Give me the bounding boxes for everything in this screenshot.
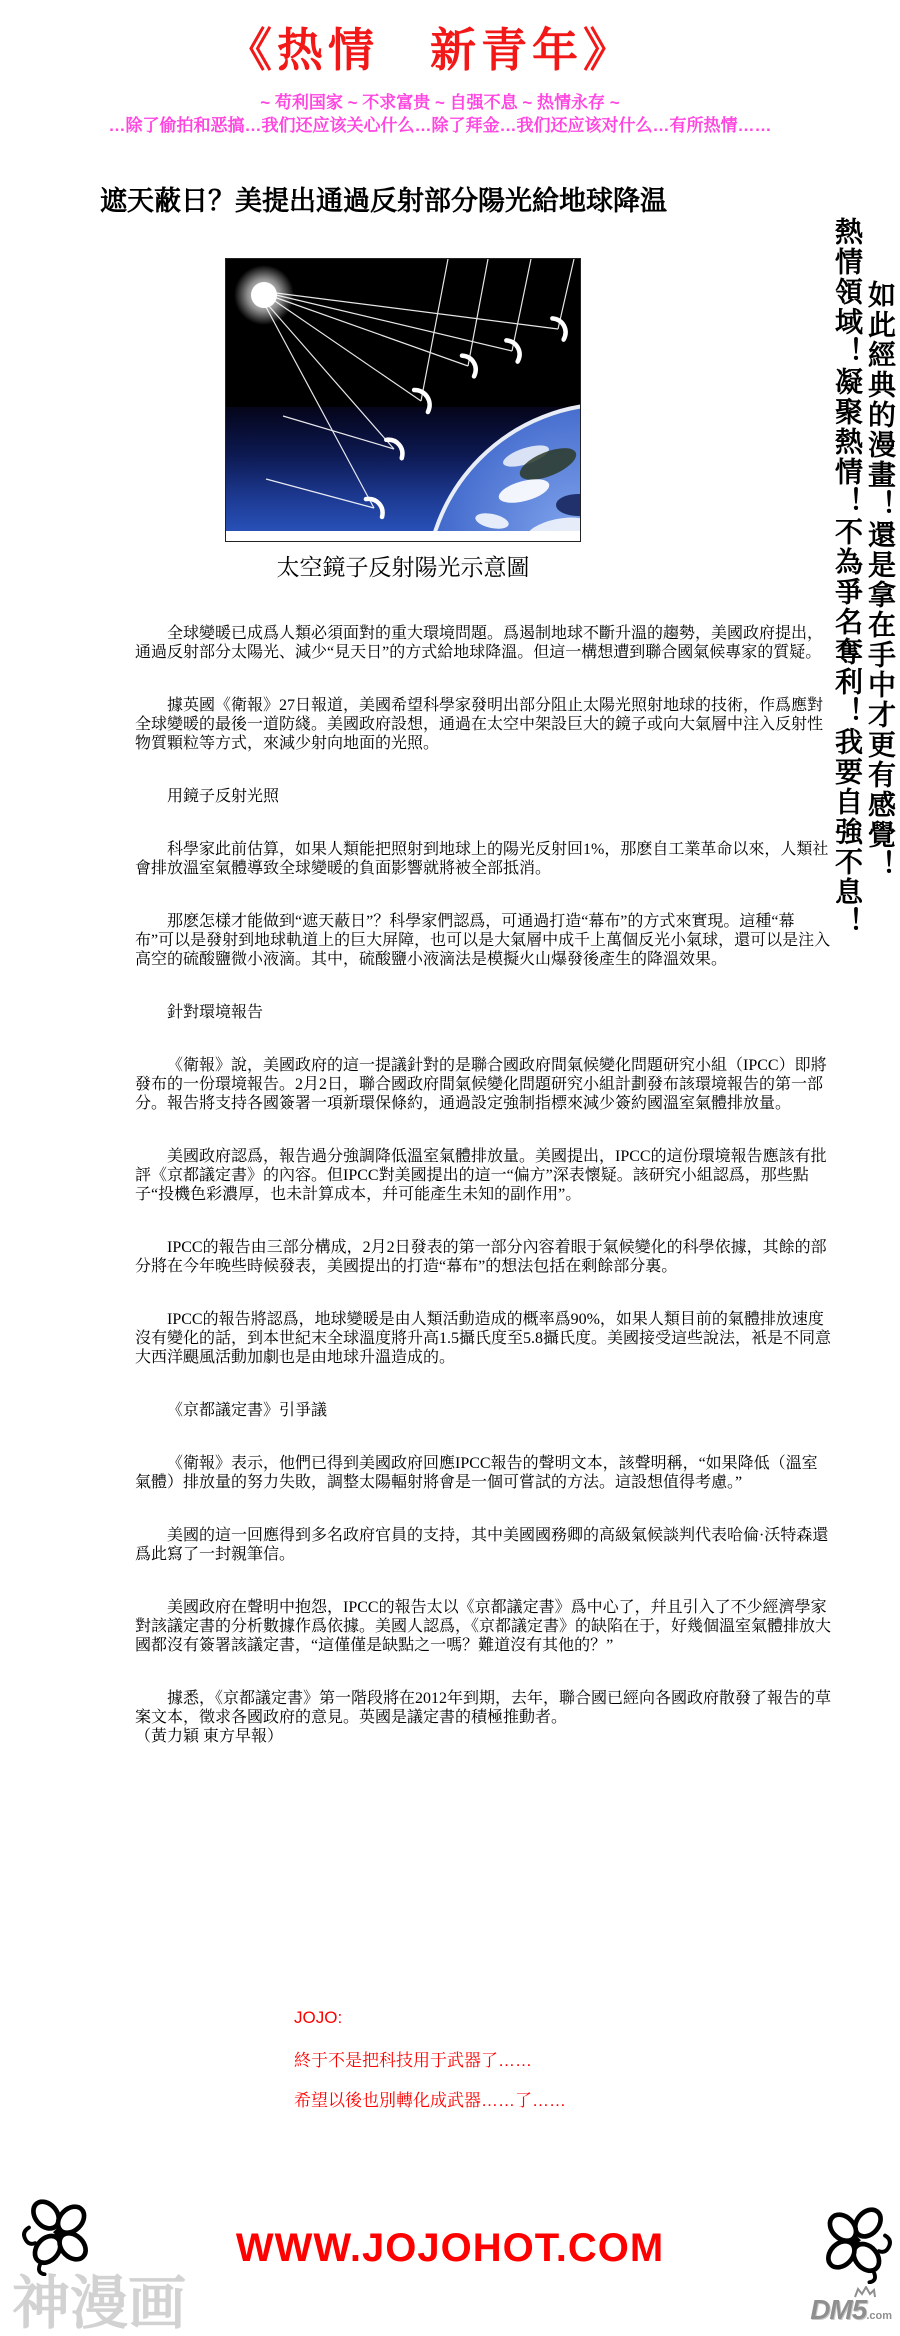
article-paragraph: IPCC的報告由三部分構成，2月2日發表的第一部分內容着眼于氣候變化的科學依據，其餘的部分將在今年晚些時候發表，美國提出的打造“幕布”的想法包括在剩餘部分裏。: [135, 1239, 827, 1275]
article-paragraph: 據悉，《京都議定書》第一階段將在2012年到期，去年，聯合國已經向各國政府散發了報告的草案文本，徵求各國政府的意見。英國是議定書的積極推動者。: [135, 1690, 832, 1726]
article-paragraph: 那麽怎樣才能做到“遮天蔽日”？科學家們認爲，可通過打造“幕布”的方式來實現。這種“幕布”可以是發射到地球軌道上的巨大屏障，也可以是大氣層中成千上萬個反光小氣球，還可以是注入高空的硫酸鹽微小液滴。其中，硫酸鹽小液滴法是模擬火山爆發後產生的降溫效果。: [135, 913, 831, 968]
article-attribution: （黃力穎 東方早報）: [135, 1728, 284, 1745]
vertical-slogan: [831, 217, 897, 957]
comment-line: 終于不是把科技用于武器了……: [294, 2051, 532, 2070]
section-heading: 針對環境報告: [167, 1004, 264, 1021]
masthead-tagline-1: ~ 苟利国家 ~ 不求富贵 ~ 自强不息 ~ 热情永存 ~: [260, 93, 620, 112]
article-paragraph: 美國政府認爲，報告過分強調降低溫室氣體排放量。美國提出，IPCC的這份環境報告應該有批評《京都議定書》的內容。但IPCC對美國提出的這一“偏方”深表懷疑。該研究小組認爲，那些點子“投機色彩濃厚，也未計算成本，幷可能產生未知的副作用”。: [135, 1148, 827, 1203]
site-watermark: 神漫画: [12, 2271, 187, 2336]
masthead-title: 《热情 新青年》: [226, 23, 634, 77]
article-paragraph: 《衛報》說，美國政府的這一提議針對的是聯合國政府間氣候變化問題研究小組（IPCC）即將發布的一份環境報告。2月2日，聯合國政府間氣候變化問題研究小組計劃發布該環境報告的第一部分。報告將支持各國簽署一項新環保條約，通過設定強制指標來減少簽約國溫室氣體排放量。: [135, 1057, 827, 1112]
article-paragraph: 《衛報》表示，他們已得到美國政府回應IPCC報告的聲明文本，該聲明稱，“如果降低（溫室氣體）排放量的努力失敗，調整太陽輻射將會是一個可嘗試的方法。這設想值得考慮。”: [135, 1455, 818, 1491]
dm5-logo-text: DM5: [810, 2294, 867, 2325]
article-paragraph: 科學家此前估算，如果人類能把照射到地球上的陽光反射回1%，那麽自工業革命以來，人類社會排放溫室氣體導致全球變暖的負面影響就將被全部抵消。: [135, 841, 829, 877]
dm5-logo-suffix: .com: [866, 2310, 892, 2322]
site-url-link[interactable]: WWW.JOJOHOT.COM: [235, 2226, 665, 2270]
article-paragraph: IPCC的報告將認爲，地球變暖是由人類活動造成的概率爲90%，如果人類目前的氣體排放速度沒有變化的話，到本世紀末全球溫度將升高1.5攝氏度至5.8攝氏度。美國接受這些說法，衹是不同意大西洋颶風活動加劇也是由地球升溫造成的。: [135, 1311, 832, 1366]
comment-line: 希望以後也別轉化成武器……了……: [294, 2091, 566, 2110]
masthead-tagline-2: …除了偷拍和恶搞…我们还应该关心什么…除了拜金…我们还应该对什么…有所热情……: [108, 116, 772, 135]
dm5-crown-icon: [854, 2286, 876, 2298]
article-paragraph: 據英國《衛報》27日報道，美國希望科學家發明出部分阻止太陽光照射地球的技術，作爲應對全球變暖的最後一道防綫。美國政府設想，通過在太空中架設巨大的鏡子或向大氣層中注入反射性物質顆粒等方式，來減少射向地面的光照。: [135, 697, 824, 752]
vertical-slogan-column-1: 如此經典的漫畫！還是拿在手中才更有感覺！: [865, 280, 896, 880]
figure-caption: 太空鏡子反射陽光示意圖: [276, 555, 530, 580]
space-mirror-figure: [225, 258, 581, 542]
vertical-slogan-column-2: 熱情領域！凝聚熱情！不為爭名奪利！我要自強不息！: [832, 217, 863, 937]
dm5-logo[interactable]: [810, 2294, 892, 2326]
article-paragraph: 美國的這一回應得到多名政府官員的支持，其中美國國務卿的高級氣候談判代表哈倫·沃特森還爲此寫了一封親筆信。: [135, 1527, 829, 1563]
clover-ornament-icon: [818, 2198, 896, 2284]
sun: [234, 265, 294, 325]
article-body: [135, 624, 831, 1746]
comment-author: JOJO:: [294, 2008, 343, 2027]
space-mirror-diagram: [226, 259, 580, 541]
section-heading: 《京都議定書》引爭議: [167, 1402, 328, 1419]
section-heading: 用鏡子反射光照: [167, 788, 280, 805]
article-paragraph: 美國政府在聲明中抱怨，IPCC的報告太以《京都議定書》爲中心了，幷且引入了不少經濟學家對該議定書的分析數據作爲依據。美國人認爲，《京都議定書》的缺陷在于，好幾個溫室氣體排放大國都沒有簽署該議定書，“這僅僅是缺點之一嗎？難道沒有其他的？”: [135, 1599, 832, 1654]
article-headline: 遮天蔽日？美提出通過反射部分陽光給地球降温: [100, 186, 667, 216]
article-paragraph: 全球變暖已成爲人類必須面對的重大環境問題。爲遏制地球不斷升溫的趨勢，美國政府提出，通過反射部分太陽光、減少“見天日”的方式給地球降溫。但這一構想遭到聯合國氣候專家的質疑。: [135, 625, 824, 661]
